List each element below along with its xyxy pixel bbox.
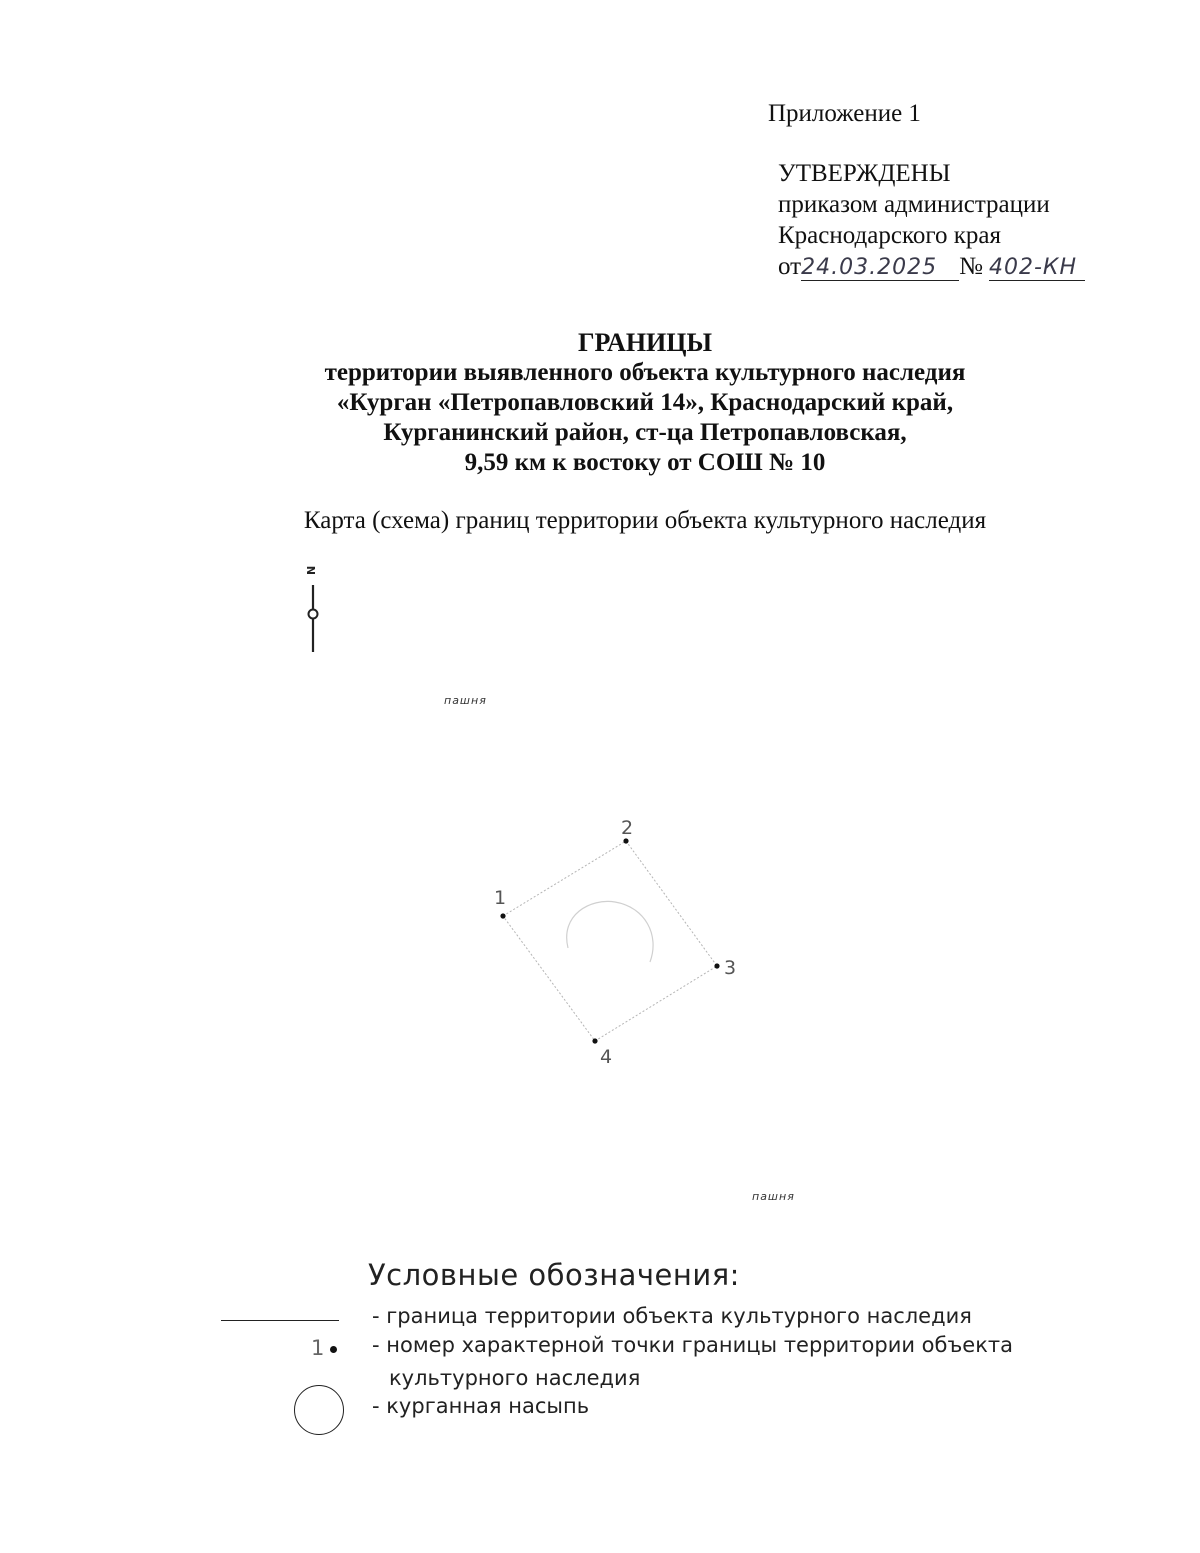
title-line4: 9,59 км к востоку от СОШ № 10 — [464, 449, 826, 476]
legend-item-boundary: - граница территории объекта культурного наследия — [372, 1304, 972, 1328]
legend-item-point-cont: культурного наследия — [389, 1366, 641, 1390]
map-caption: Карта (схема) границ территории объекта культурного наследия — [303, 507, 987, 534]
approved-title: УТВЕРЖДЕНЫ — [778, 160, 951, 187]
legend-item-mound: - курганная насыпь — [372, 1394, 590, 1418]
land-label-top: пашня — [444, 694, 487, 707]
number-sign: № — [959, 253, 983, 280]
title-line1: территории выявленного объекта культурного наследия — [324, 359, 966, 386]
title-line2: «Курган «Петропавловский 14», Краснодарский край, — [336, 389, 954, 416]
legend-point-number: 1 — [311, 1336, 325, 1360]
north-arrow-icon — [305, 566, 318, 652]
point-label-3: 3 — [724, 957, 737, 979]
approved-by-line1: приказом администрации — [778, 191, 1050, 218]
legend-boundary-line-symbol — [221, 1320, 339, 1321]
legend-item-point: - номер характерной точки границы территории объекта — [372, 1333, 1014, 1357]
point-label-1: 1 — [494, 887, 507, 909]
boundary-point-3 — [714, 957, 736, 979]
boundary-point-2 — [621, 817, 633, 844]
legend-point-symbol — [311, 1336, 337, 1360]
title-main: ГРАНИЦЫ — [577, 328, 713, 357]
kurgan-mound — [567, 901, 653, 962]
territory-boundary — [503, 841, 717, 1041]
legend-title: Условные обозначения: — [368, 1258, 740, 1292]
handwritten-date: 24.03.2025 — [801, 255, 938, 280]
date-prefix: от — [778, 253, 802, 280]
boundary-point-4 — [592, 1038, 612, 1068]
boundary-point-1 — [494, 887, 506, 919]
point-label-2: 2 — [621, 817, 634, 839]
legend-circle-symbol — [294, 1385, 344, 1435]
handwritten-number: 402-КН — [988, 255, 1078, 280]
point-dot-icon — [330, 1346, 337, 1353]
point-label-4: 4 — [600, 1046, 613, 1068]
approved-by-line2: Краснодарского края — [778, 222, 1001, 249]
north-label: N — [305, 565, 318, 575]
title-line3: Курганинский район, ст-ца Петропавловская, — [383, 419, 907, 446]
appendix-label: Приложение 1 — [768, 100, 921, 127]
land-label-bottom: пашня — [752, 1190, 795, 1203]
